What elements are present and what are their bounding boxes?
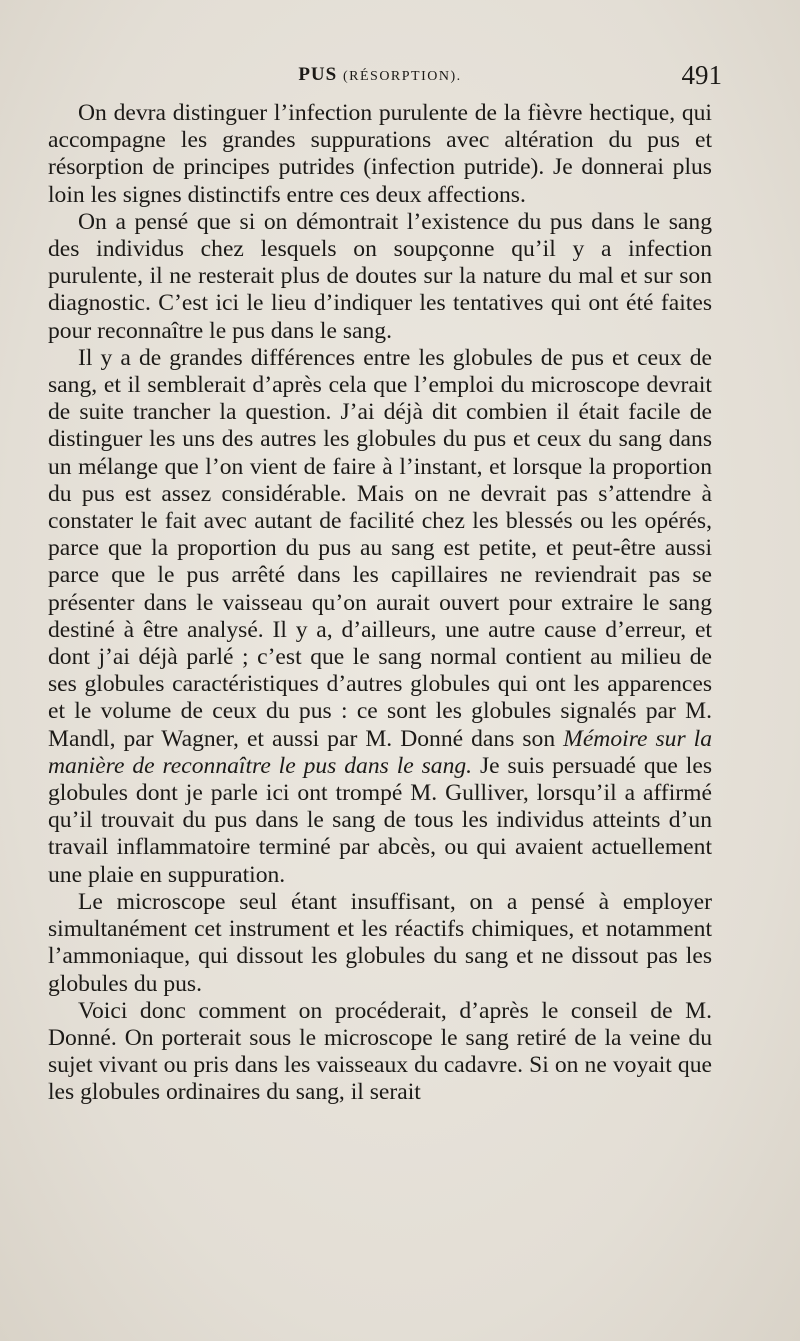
paragraph-3-text-before: Il y a de grandes différences entre les globules de pus et ceux de sang, et il semblerait d’après cela que l’emploi du microscope devrait de suite trancher la question. J’ai déjà dit combien il était facile de distinguer les uns des autres les globules du pus et ceux du sang dans un mélange que l’on vient de faire à l’instant, et lorsque la proportion du pus est assez considérable. Mais on ne devrait pas s’attendre à constater le fait avec autant de facilité chez les blessés ou les opérés, parce que la proportion du pus au sang est petite, et peut-être aussi parce que le pus arrêté dans les capillaires ne reviendrait pas se présenter dans le vaisseau qu’on aurait ouvert pour extraire le sang destiné à être analysé. Il y a, d’ailleurs, une autre cause d’erreur, et dont j’ai déjà parlé ; c’est que le sang normal contient au milieu de ses globules caractéristiques d’autres globules qui ont les apparences et le volume de ceux du pus : ce sont les globules signalés par M. Mandl, par Wagner, et aussi par M. Donné dans son bbox=[48, 344, 712, 752]
running-head-paren: (RÉSORPTION). bbox=[342, 69, 462, 84]
body-text bbox=[48, 100, 712, 1107]
paragraph-2: On a pensé que si on démontrait l’existence du pus dans le sang des individus chez lesquels on soupçonne qu’il y a infection purulente, il ne resterait plus de doutes sur la nature du mal et sur son diagnostic. C’est ici le lieu d’indiquer les tentatives qui ont été faites pour reconnaître le pus dans le sang. bbox=[48, 208, 712, 344]
page-header bbox=[48, 60, 722, 94]
paragraph-3-text-after: Je suis persuadé que les globules dont je parle ici ont trompé M. Gulliver, lorsqu’il a affirmé qu’il trouvait du pus dans le sang de tous les individus atteints d’un travail inflammatoire terminé par abcès, ou qui avaient actuellement une plaie en suppuration. bbox=[48, 752, 712, 888]
paragraph-3 bbox=[48, 345, 712, 889]
running-head bbox=[48, 64, 712, 86]
paragraph-4: Le microscope seul étant insuffisant, on a pensé à employer simultanément cet instrument et les réactifs chimiques, et notamment l’ammoniaque, qui dissout les globules du sang et ne dissout pas les globules du pus. bbox=[48, 888, 712, 997]
paragraph-5: Voici donc comment on procéderait, d’après le conseil de M. Donné. On porterait sous le microscope le sang retiré de la veine du sujet vivant ou pris dans les vaisseaux du cadavre. Si on ne voyait que les globules ordinaires du sang, il serait bbox=[48, 997, 712, 1106]
paragraph-1: On devra distinguer l’infection purulente de la fièvre hectique, qui accompagne les grandes suppurations avec altération du pus et résorption de principes putrides (infection putride). Je donnerai plus loin les signes distinctifs entre ces deux affections. bbox=[48, 100, 712, 208]
page-number: 491 bbox=[681, 60, 722, 90]
memoire-title: Mémoire sur la manière de reconnaître le pus dans le sang. bbox=[48, 725, 712, 779]
running-head-main: PUS bbox=[298, 64, 338, 85]
